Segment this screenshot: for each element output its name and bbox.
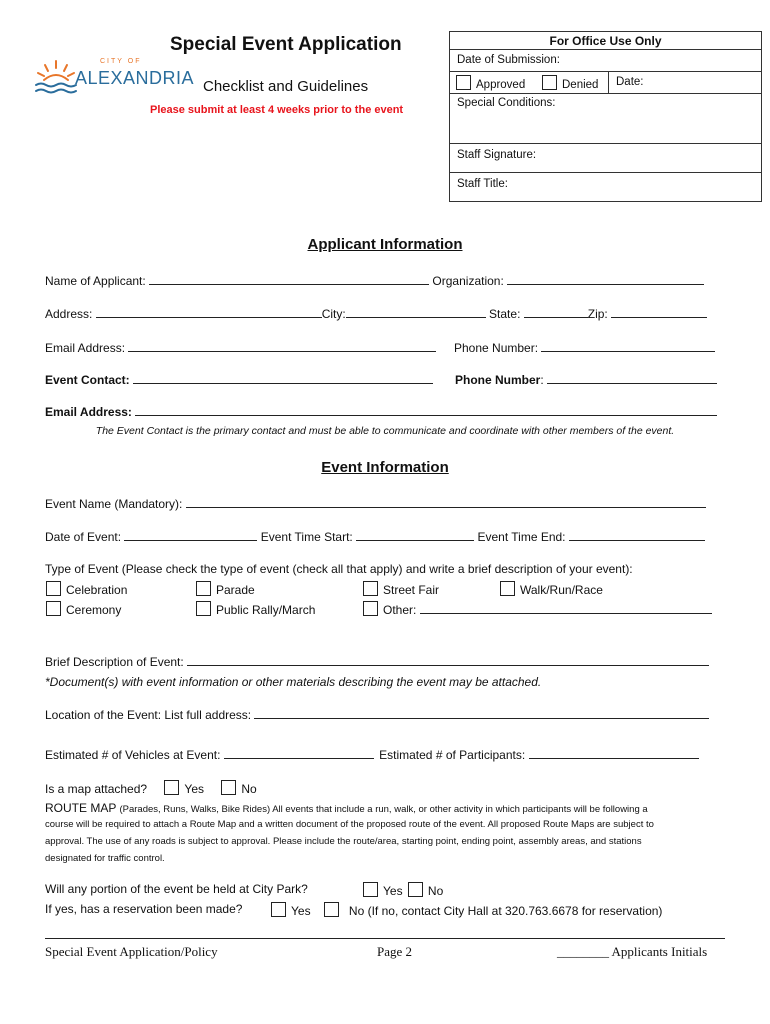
walk-run-checkbox[interactable] (500, 581, 515, 596)
park-options (363, 882, 443, 898)
route-map-text-1: (Parades, Runs, Walks, Bike Rides) All events that include a run, walk, or other activity in which participants will be following a (119, 804, 648, 815)
staff-title-label: Staff Title: (457, 178, 508, 190)
parade-checkbox[interactable] (196, 581, 211, 596)
applicant-name-row (45, 273, 704, 288)
map-no-checkbox[interactable] (221, 780, 236, 795)
approved-checkbox[interactable] (456, 75, 471, 90)
contact-phone-row: Phone Number: (455, 372, 717, 387)
address-row (45, 306, 707, 321)
event-end-field[interactable] (569, 529, 705, 541)
ceremony-label: Ceremony (66, 603, 122, 617)
event-contact-row (45, 372, 433, 387)
event-contact-label: Event Contact: (45, 373, 130, 387)
event-contact-field[interactable] (133, 372, 433, 384)
address-field[interactable] (96, 306, 322, 318)
footer-initials (557, 944, 707, 960)
special-conditions-label: Special Conditions: (457, 97, 556, 109)
type-other[interactable] (363, 601, 712, 617)
street-fair-checkbox[interactable] (363, 581, 378, 596)
event-end-label: Event Time End: (477, 530, 566, 544)
map-no-label: No (241, 782, 257, 796)
applicant-heading: Applicant Information (307, 236, 463, 253)
street-fair-label: Street Fair (383, 583, 440, 597)
event-heading: Event Information (321, 459, 449, 476)
event-start-label: Event Time Start: (260, 530, 353, 544)
page-title: Special Event Application (170, 34, 402, 55)
location-row (45, 707, 709, 722)
logo-city-of: CITY OF (100, 58, 142, 65)
staff-signature-label: Staff Signature: (457, 149, 537, 161)
office-use-box (449, 31, 762, 202)
map-attached-row (45, 780, 257, 796)
state-label: State: (489, 307, 521, 321)
event-name-field[interactable] (186, 496, 706, 508)
event-start-field[interactable] (356, 529, 474, 541)
sun-waves-icon (34, 58, 78, 96)
initials-label: Applicants Initials (611, 944, 708, 959)
denied-label: Denied (562, 79, 599, 91)
email-label: Email Address: (45, 341, 126, 355)
footer-left: Special Event Application/Policy (45, 944, 218, 959)
contact-email-field[interactable] (135, 404, 717, 416)
phone-label: Phone Number: (454, 341, 539, 355)
logo-city-name: ALEXANDRIA (75, 68, 195, 88)
route-map-text-2: course will be required to attach a Route Map and a written document of the proposed route of the event. All proposed Route Maps are subject to (45, 819, 654, 830)
city-label: City: (321, 307, 346, 321)
description-field[interactable] (187, 654, 709, 666)
other-label: Other: (383, 603, 417, 617)
reservation-question: If yes, has a reservation been made? (45, 902, 243, 916)
event-date-field[interactable] (124, 529, 257, 541)
submission-notice: Please submit at least 4 weeks prior to the event (150, 104, 404, 116)
vehicles-row (45, 747, 699, 762)
celebration-label: Celebration (66, 583, 128, 597)
decision-date-label: Date: (616, 76, 644, 88)
email-field[interactable] (128, 340, 436, 352)
description-row (45, 654, 709, 669)
address-label: Address: (45, 307, 93, 321)
contact-email-label: Email Address: (45, 405, 132, 419)
route-map-text-3: approval. The use of any roads is subject to approval. Please include the route/area, starting point, ending point, assembly areas, and stations (45, 836, 642, 847)
contact-note: The Event Contact is the primary contact and must be able to communicate and coordinate with other members of the event. (95, 425, 675, 437)
applicant-name-field[interactable] (149, 273, 429, 285)
state-field[interactable] (524, 306, 588, 318)
event-date-row (45, 529, 705, 544)
vehicles-field[interactable] (224, 747, 374, 759)
city-field[interactable] (346, 306, 486, 318)
type-public-rally[interactable] (196, 601, 315, 617)
reservation-yes-label: Yes (291, 904, 311, 918)
type-parade[interactable] (196, 581, 255, 597)
date-of-submission-label: Date of Submission: (457, 54, 560, 66)
contact-email-row (45, 404, 717, 419)
park-question: Will any portion of the event be held at City Park? (45, 882, 308, 896)
event-type-prompt: Type of Event (Please check the type of event (check all that apply) and write a brief description of your event): (45, 562, 633, 576)
map-question-label: Is a map attached? (45, 782, 148, 796)
other-checkbox[interactable] (363, 601, 378, 616)
vehicles-label: Estimated # of Vehicles at Event: (45, 748, 221, 762)
event-name-row (45, 496, 706, 511)
denied-option[interactable] (542, 75, 598, 91)
map-yes-checkbox[interactable] (164, 780, 179, 795)
public-rally-label: Public Rally/March (216, 603, 316, 617)
reservation-yes-checkbox[interactable] (271, 902, 286, 917)
celebration-checkbox[interactable] (46, 581, 61, 596)
organization-field[interactable] (507, 273, 704, 285)
participants-field[interactable] (529, 747, 699, 759)
footer-rule (45, 938, 725, 939)
route-map-text-4: designated for traffic control. (45, 853, 165, 864)
parade-label: Parade (216, 583, 255, 597)
route-map-line1 (45, 801, 648, 815)
location-field[interactable] (254, 707, 709, 719)
zip-label: Zip: (587, 307, 608, 321)
event-name-label: Event Name (Mandatory): (45, 497, 183, 511)
public-rally-checkbox[interactable] (196, 601, 211, 616)
initials-blank[interactable]: ________ (557, 944, 609, 959)
other-field[interactable] (420, 602, 712, 614)
organization-label: Organization: (432, 274, 504, 288)
event-date-label: Date of Event: (45, 530, 122, 544)
type-ceremony[interactable] (46, 601, 121, 617)
map-yes-label: Yes (184, 782, 204, 796)
type-walk-run[interactable] (500, 581, 603, 597)
type-celebration[interactable] (46, 581, 127, 597)
walk-run-label: Walk/Run/Race (520, 583, 603, 597)
office-title: For Office Use Only (549, 34, 662, 48)
park-yes-label: Yes (383, 884, 403, 898)
denied-checkbox[interactable] (542, 75, 557, 90)
park-yes-checkbox[interactable] (363, 882, 378, 897)
footer-page: Page 2 (377, 944, 413, 959)
route-map-title: ROUTE MAP (45, 801, 117, 815)
approved-option[interactable] (456, 75, 525, 91)
reservation-no-label: No (If no, contact City Hall at 320.763.6678 for reservation) (348, 904, 663, 918)
city-logo (34, 58, 195, 98)
participants-label: Estimated # of Participants: (379, 748, 526, 762)
description-note: *Document(s) with event information or other materials describing the event may be attached. (45, 675, 542, 689)
applicant-name-label: Name of Applicant: (45, 274, 146, 288)
reservation-no-checkbox[interactable] (324, 902, 339, 917)
ceremony-checkbox[interactable] (46, 601, 61, 616)
type-street-fair[interactable] (363, 581, 439, 597)
page-subtitle: Checklist and Guidelines (203, 78, 369, 95)
contact-phone-field[interactable] (547, 372, 717, 384)
approved-label: Approved (476, 79, 526, 91)
location-label: Location of the Event: List full address: (45, 708, 252, 722)
zip-field[interactable] (611, 306, 707, 318)
park-no-label: No (427, 884, 444, 898)
contact-phone-label: Phone Number (455, 373, 541, 387)
email-row (45, 340, 436, 355)
phone-field[interactable] (541, 340, 715, 352)
park-no-checkbox[interactable] (408, 882, 423, 897)
phone-row (454, 340, 715, 355)
reservation-options (271, 902, 662, 918)
description-label: Brief Description of Event: (45, 655, 184, 669)
